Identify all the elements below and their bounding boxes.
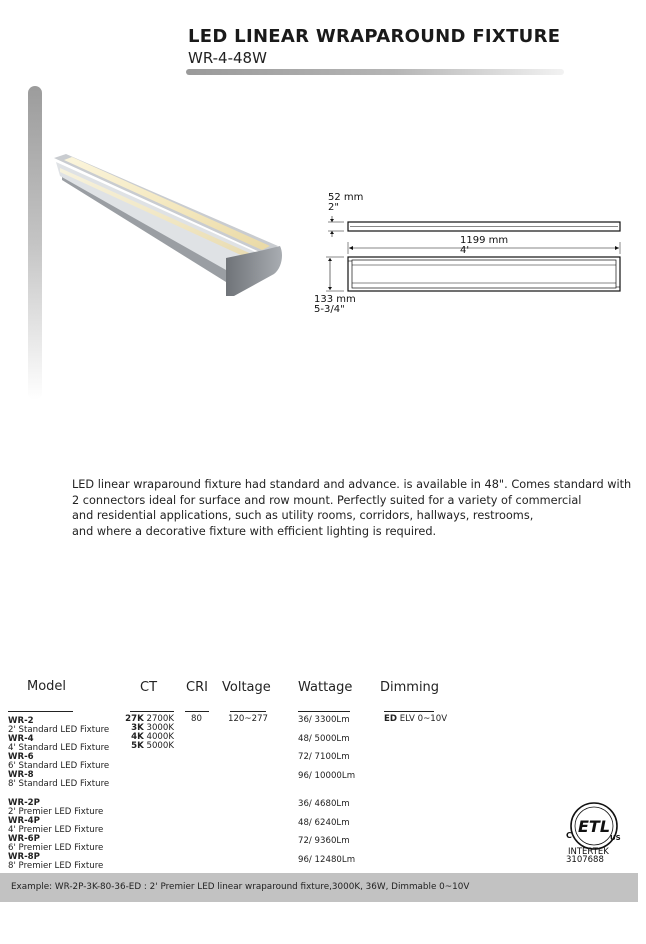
model-name: WR-4P <box>8 816 40 826</box>
dimming-code: ED <box>384 714 398 724</box>
model-desc: 2' Standard LED Fixture <box>8 725 110 735</box>
model-name: WR-2 <box>8 716 34 726</box>
dimming-value <box>384 715 447 724</box>
voltage-value: 120~277 <box>228 714 269 724</box>
wattage-item: 48/ 6240Lm <box>298 817 350 828</box>
product-photo <box>50 150 290 300</box>
wattage-item: 36/ 3300Lm <box>298 715 350 725</box>
title-underline <box>186 69 564 75</box>
header-wattage: Wattage <box>298 680 353 695</box>
header-rule <box>8 711 73 712</box>
header-model: Model <box>27 679 67 694</box>
description-line: and residential applications, such as utility rooms, corridors, hallways, restrooms, <box>72 509 534 523</box>
header-rule <box>130 711 174 712</box>
intertek-label: INTERTEK <box>568 847 609 857</box>
side-decorative-bar <box>28 86 42 400</box>
ct-code: 5K <box>131 741 144 751</box>
description-line: and where a decorative fixture with efficient lighting is required. <box>72 524 437 538</box>
ct-value: 3000K <box>146 723 174 733</box>
description-line: LED linear wraparound fixture had standard and advance. is available in 48". Comes standard with <box>72 478 632 491</box>
ct-list <box>122 715 174 751</box>
model-name: WR-6P <box>8 834 40 844</box>
model-desc: 4' Premier LED Fixture <box>8 825 104 835</box>
height-mm-label: 52 mm <box>328 192 364 203</box>
length-in-label: 4' <box>460 245 470 256</box>
ct-value: 4000K <box>146 732 174 742</box>
height-in-label: 2" <box>328 202 339 213</box>
ct-value: 2700K <box>146 714 174 724</box>
dimension-drawing <box>318 190 634 320</box>
header-rule <box>298 711 350 712</box>
length-mm-label: 1199 mm <box>460 235 509 246</box>
wattage-item: 48/ 5000Lm <box>298 733 350 744</box>
model-desc: 8' Premier LED Fixture <box>8 861 104 871</box>
ct-code: 3K <box>131 723 144 733</box>
cri-value: 80 <box>191 714 202 724</box>
model-desc: 2' Premier LED Fixture <box>8 807 104 817</box>
width-mm-label: 133 mm <box>314 294 356 305</box>
etl-certification-logo <box>564 800 624 852</box>
width-in-label: 5-3/4" <box>314 304 345 315</box>
model-name: WR-8P <box>8 852 40 862</box>
ct-code: 27K <box>125 714 144 724</box>
model-desc: 6' Standard LED Fixture <box>8 761 110 771</box>
model-name: WR-8 <box>8 770 34 780</box>
certification-number: 3107688 <box>566 855 604 865</box>
model-name: WR-6 <box>8 752 34 762</box>
model-desc: 6' Premier LED Fixture <box>8 843 104 853</box>
model-subtitle: WR-4-48W <box>188 49 267 67</box>
wattage-item: 96/ 10000Lm <box>298 770 356 781</box>
wattage-list-premier <box>298 800 355 874</box>
product-description <box>72 477 632 539</box>
page-title: LED LINEAR WRAPAROUND FIXTURE <box>188 26 561 47</box>
header-voltage: Voltage <box>222 680 271 695</box>
ct-code: 4K <box>131 732 144 742</box>
header-dimming: Dimming <box>380 680 440 695</box>
model-name: WR-4 <box>8 734 34 744</box>
wattage-item: 96/ 12480Lm <box>298 854 356 865</box>
model-list-standard <box>8 717 109 789</box>
ct-value: 5000K <box>146 741 174 751</box>
header-rule <box>384 711 434 712</box>
wattage-item: 72/ 9360Lm <box>298 836 350 846</box>
description-line: 2 connectors ideal for surface and row mount. Perfectly suited for a variety of commercial <box>72 493 582 507</box>
wattage-item: 72/ 7100Lm <box>298 752 350 762</box>
wattage-list-standard <box>298 716 355 790</box>
etl-c-mark: C <box>566 831 572 840</box>
model-list-premier <box>8 799 103 871</box>
header-rule <box>185 711 209 712</box>
footer-example: Example: WR-2P-3K-80-36-ED : 2' Premier LED linear wraparound fixture,3000K, 36W, Dimmable 0~10V <box>11 882 470 892</box>
etl-logo-text: ETL <box>577 817 611 836</box>
header-ct: CT <box>140 680 158 695</box>
model-desc: 8' Standard LED Fixture <box>8 779 110 789</box>
wattage-item: 36/ 4680Lm <box>298 799 350 809</box>
header-rule <box>230 711 266 712</box>
model-desc: 4' Standard LED Fixture <box>8 743 110 753</box>
top-view-outline <box>348 257 620 291</box>
etl-us-mark: US <box>610 834 621 842</box>
model-name: WR-2P <box>8 798 40 808</box>
header-cri: CRI <box>186 680 208 695</box>
dimming-desc: ELV 0~10V <box>399 714 448 724</box>
